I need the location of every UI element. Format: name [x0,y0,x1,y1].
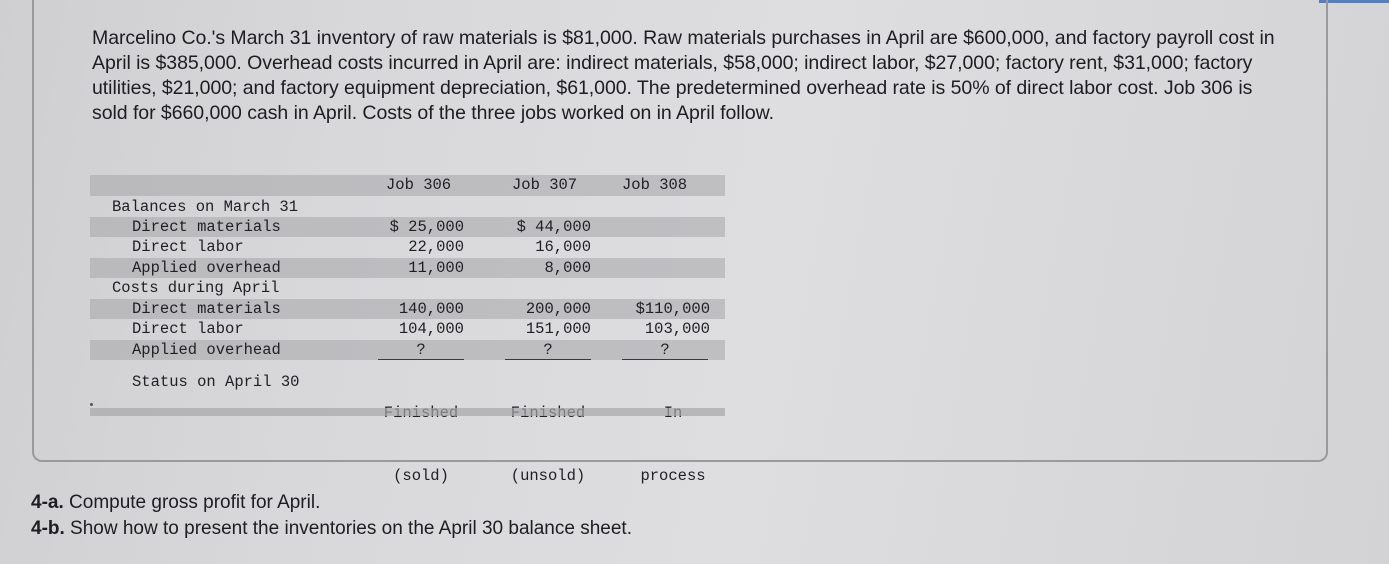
table-row [90,319,725,339]
cell-value: $ 25,000 [389,218,464,236]
question-4a [31,490,632,516]
row-label: Direct labor [132,238,244,256]
section-row-costs [90,278,725,298]
cell-value: 200,000 [525,300,591,318]
section-row-balances [90,197,725,217]
cell-value: 22,000 [408,238,464,256]
cell-value: $ 44,000 [516,218,591,236]
status-line: (sold) [393,467,449,485]
row-label: Direct materials [132,218,281,236]
problem-statement: Marcelino Co.'s March 31 inventory of raw materials is $81,000. Raw materials purchases in April are $600,000, and factory payroll cost in April is $385,000. Overhead costs incurred in April are: indirect materials, $58,000; indirect labor, $27,000; factory rent, $31,000; factory utilities, $21,000; and factory equipment depreciation, $61,000. The predetermined overhead rate is 50% of direct labor cost. Job 306 is sold for $660,000 cash in April. Costs of the three jobs worked on in April follow. [92,27,1275,124]
table-row [90,340,725,360]
question-4b [31,516,632,542]
status-line: process [640,467,706,485]
table-row [90,299,725,319]
cell-value: 8,000 [544,259,591,277]
cell-value: 11,000 [408,259,464,277]
question-text: Show how to present the inventories on the April 30 balance sheet. [64,518,632,539]
column-header-job-306: Job 306 [386,176,452,194]
row-label: Applied overhead [132,259,281,277]
cell-value: 103,000 [644,320,710,338]
top-accent-bar [1319,0,1389,3]
total-underline [505,359,591,360]
table-header-row [90,175,725,196]
cell-value-unknown: ? [543,341,553,359]
total-underline [378,359,464,360]
table-row [90,217,725,237]
question-text: Compute gross profit for April. [63,492,321,513]
column-header-job-307: Job 307 [512,176,578,194]
status-job-308 [626,361,720,529]
row-label: Applied overhead [132,341,281,359]
question-number: 4-b. [31,518,65,539]
cell-value: 16,000 [535,238,591,256]
questions-block [31,490,632,542]
row-label: Direct labor [132,320,244,338]
table-row [90,237,725,257]
question-number: 4-a. [31,492,64,513]
status-row [90,361,725,485]
table-bottom-rule [90,408,725,416]
section-label-costs: Costs during April [112,279,280,297]
row-label-status: Status on April 30 [132,373,300,391]
cell-value-unknown: ? [416,341,426,359]
cell-value: 104,000 [398,320,464,338]
cell-value: $110,000 [635,300,710,318]
cell-value-unknown: ? [660,341,670,359]
row-label: Direct materials [132,300,281,318]
section-label-balances: Balances on March 31 [112,198,299,216]
table-row [90,258,725,278]
total-underline [622,359,708,360]
column-header-job-308: Job 308 [622,176,688,194]
cell-value: 151,000 [525,320,591,338]
status-line: (unsold) [510,467,586,485]
cell-value: 140,000 [398,300,464,318]
stray-mark [90,403,93,406]
